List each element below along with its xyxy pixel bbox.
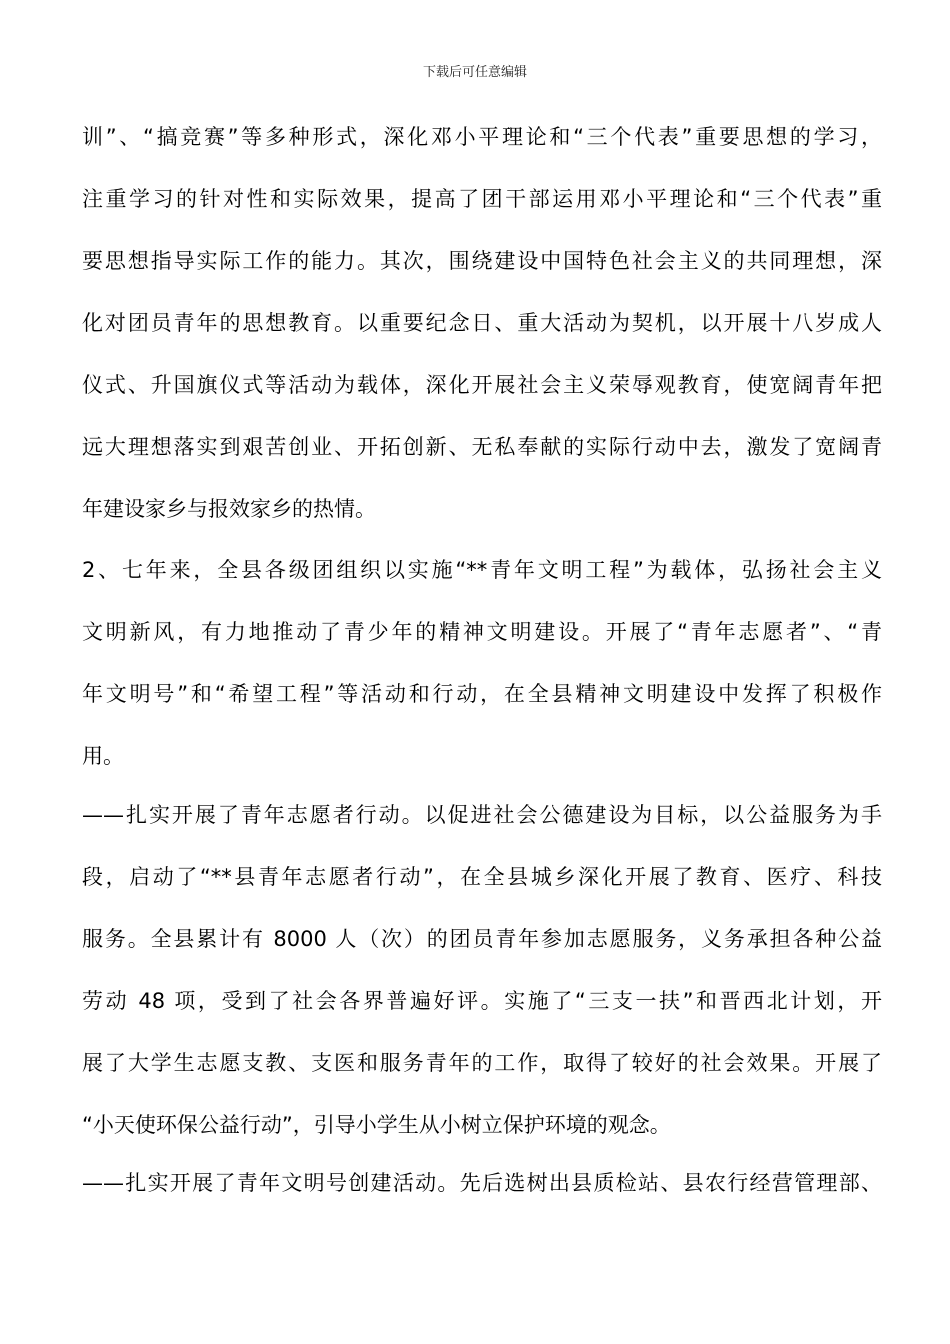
text-line: “小天使环保公益行动”，引导小学生从小树立保护环境的观念。 bbox=[82, 1113, 671, 1137]
page-header: 下载后可任意编辑 bbox=[422, 65, 527, 80]
text-line: 远大理想落实到艰苦创业、开拓创新、无私奉献的实际行动中去，激发了宽阔青 bbox=[82, 435, 882, 459]
text-line: ——扎实开展了青年文明号创建活动。先后选树出县质检站、县农行经营管理部、 bbox=[82, 1171, 882, 1195]
text-line: 年文明号”和“希望工程”等活动和行动，在全县精神文明建设中发挥了积极作 bbox=[82, 682, 882, 706]
text-line: 仪式、升国旗仪式等活动为载体，深化开展社会主义荣辱观教育，使宽阔青年把 bbox=[82, 373, 882, 397]
text-line: 文明新风，有力地推动了青少年的精神文明建设。开展了“青年志愿者”、“青 bbox=[82, 620, 882, 644]
text-line: 年建设家乡与报效家乡的热情。 bbox=[82, 497, 376, 521]
text-line: 训”、“搞竞赛”等多种形式，深化邓小平理论和“三个代表”重要思想的学习， bbox=[82, 125, 882, 149]
text-line: 展了大学生志愿支教、支医和服务青年的工作，取得了较好的社会效果。开展了 bbox=[82, 1051, 882, 1075]
text-line: 劳动 48 项，受到了社会各界普遍好评。实施了“三支一扶”和晋西北计划，开 bbox=[82, 989, 882, 1013]
text-line: 要思想指导实际工作的能力。其次，围绕建设中国特色社会主义的共同理想，深 bbox=[82, 249, 882, 273]
text-line: ——扎实开展了青年志愿者行动。以促进社会公德建设为目标，以公益服务为手 bbox=[82, 803, 882, 827]
text-line: 服务。全县累计有 8000 人（次）的团员青年参加志愿服务，义务承担各种公益 bbox=[82, 927, 882, 951]
text-line: 2、七年来，全县各级团组织以实施“**青年文明工程”为载体，弘扬社会主义 bbox=[82, 558, 882, 582]
text-line: 用。 bbox=[82, 744, 124, 768]
text-line: 化对团员青年的思想教育。以重要纪念日、重大活动为契机，以开展十八岁成人 bbox=[82, 311, 882, 335]
text-line: 注重学习的针对性和实际效果，提高了团干部运用邓小平理论和“三个代表”重 bbox=[82, 187, 882, 211]
text-line: 段，启动了“**县青年志愿者行动”，在全县城乡深化开展了教育、医疗、科技 bbox=[82, 865, 882, 889]
